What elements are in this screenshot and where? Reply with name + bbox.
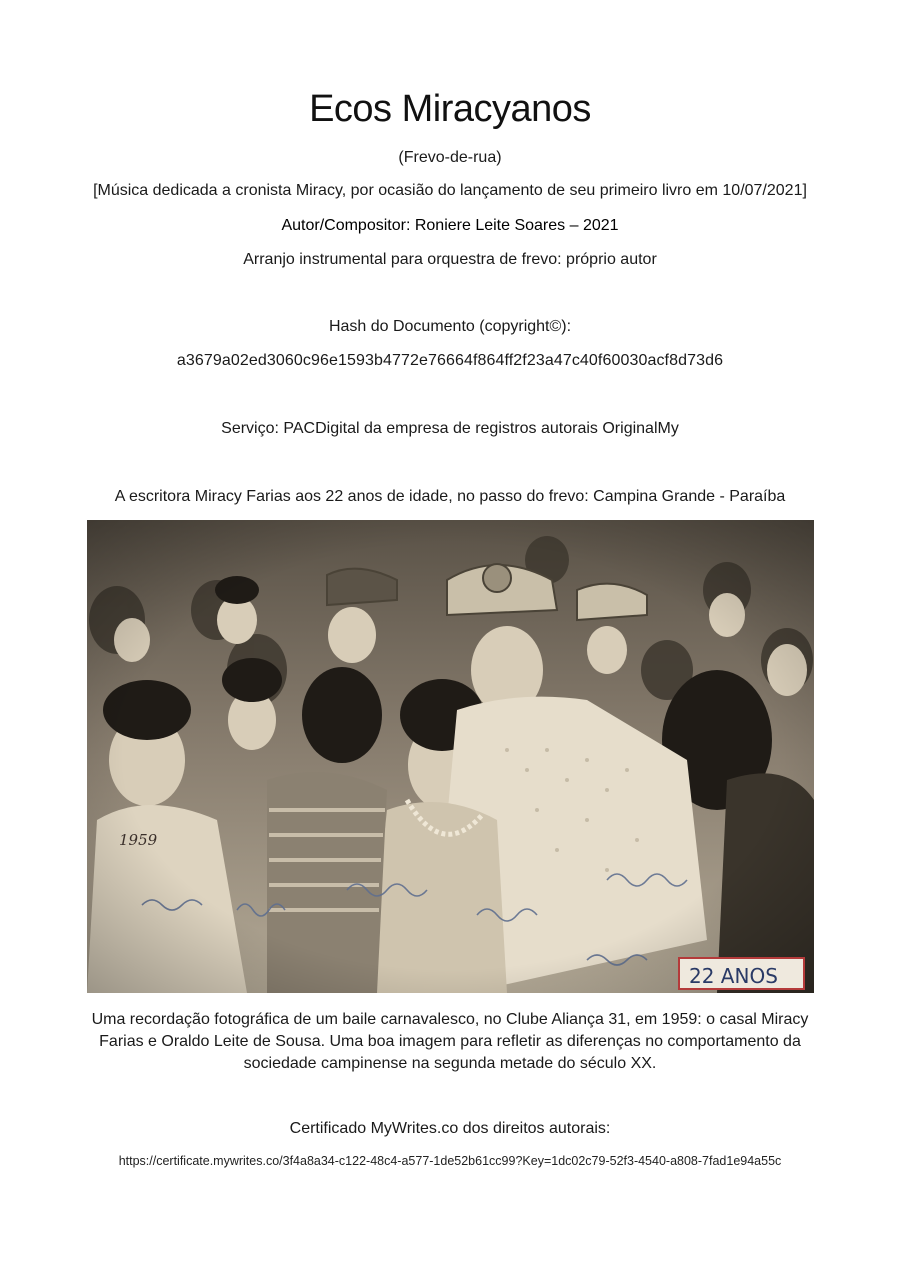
hash-value: a3679a02ed3060c96e1593b4772e76664f864ff2f23a47c40f60030acf8d73d6 (176, 352, 724, 369)
author-line: Autor/Compositor: Roniere Leite Soares – 2021 (281, 217, 619, 234)
certificate-url-link[interactable]: https://certificate.mywrites.co/3f4a8a34-c122-48c4-a577-1de52b61cc99?Key=1dc02c79-52f3-4540-a808-7fad1e94a55c (118, 1154, 782, 1168)
service-text: Serviço: PACDigital da empresa de registros autorais OriginalMy (221, 420, 679, 437)
document-title: Ecos Miracyanos (309, 88, 591, 130)
photo-description: Uma recordação fotográfica de um baile carnavalesco, no Clube Aliança 31, em 1959: o casal Miracy Farias e Oraldo Leite de Sousa. Uma boa imagem para refletir as diferenças no comportamento da sociedade campinense na segunda metade do século XX. (91, 1011, 809, 1072)
photo-year-note: 1959 (119, 831, 158, 849)
arrangement-text: Arranjo instrumental para orquestra de frevo: próprio autor (243, 251, 657, 268)
photo-stamp-text: 22 ANOS (689, 964, 778, 988)
genre-subtitle: (Frevo-de-rua) (398, 149, 502, 166)
photo-caption: A escritora Miracy Farias aos 22 anos de idade, no passo do frevo: Campina Grande - Paraíba (114, 488, 786, 505)
certificate-label: Certificado MyWrites.co dos direitos autorais: (289, 1120, 611, 1137)
hash-label: Hash do Documento (copyright©): (328, 318, 572, 335)
dedication-text: [Música dedicada a cronista Miracy, por ocasião do lançamento de seu primeiro livro em 10/07/2021] (93, 182, 807, 199)
historic-photo (87, 520, 814, 993)
